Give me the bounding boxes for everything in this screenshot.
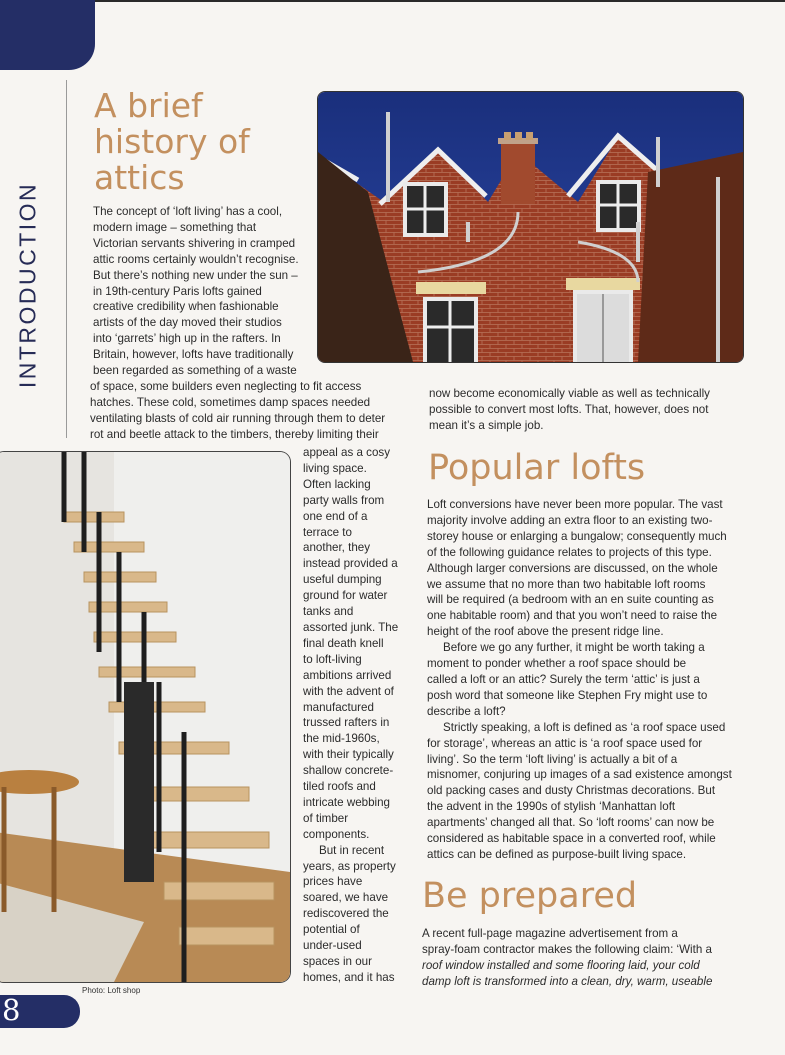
be-prepared-text — [422, 926, 767, 990]
text-line: we assume that no more than two habitable loft rooms — [427, 577, 706, 591]
side-rule — [66, 80, 67, 438]
text-line: But there’s nothing new under the sun – — [93, 268, 298, 282]
text-line: now become economically viable as well as technically — [429, 387, 710, 400]
text-line: for storage’, whereas an attic is ‘a roof space used for — [427, 736, 703, 750]
text-line: trussed rafters in — [303, 716, 390, 730]
text-line: rediscovered the — [303, 907, 389, 921]
text-line: spaces in our — [303, 955, 372, 968]
text-line: manufactured — [303, 700, 374, 714]
text-line: will be required (a bedroom with an en suite counting as — [427, 593, 714, 607]
text-line: of timber — [303, 811, 349, 825]
text-line: moment to ponder whether a roof space should be — [427, 657, 687, 671]
text-line: describe a loft? — [427, 704, 506, 718]
intro-text — [90, 204, 423, 443]
text-line: into ‘garrets’ high up in the rafters. In — [93, 332, 281, 346]
text-line: prices have — [303, 875, 363, 889]
page-number: 8 — [2, 993, 21, 1027]
text-line: hatches. These cold, sometimes damp spaces needed — [90, 395, 371, 409]
text-line: one end of a — [303, 509, 368, 523]
text-line: apartments’ changed all that. So ‘loft rooms’ can now be — [427, 816, 715, 830]
top-rule — [95, 0, 785, 2]
text-line: considered as habitable space in a converted roof, while — [427, 832, 716, 846]
text-line: majority involve adding an extra floor to an existing two- — [427, 513, 713, 527]
text-line: homes, and it has — [303, 970, 395, 984]
text-line: modern image – something that — [93, 220, 257, 234]
text-line: tiled roofs and — [303, 780, 376, 794]
text-line: of the following guidance relates to projects of this type. — [427, 545, 712, 559]
text-line: to loft-living — [303, 652, 362, 666]
text-line: attic rooms certainly wouldn’t recognise. — [93, 252, 299, 266]
text-line: with their typically — [303, 748, 394, 762]
text-line: potential of — [303, 923, 360, 937]
text-line: roof window installed and some flooring laid, your cold — [422, 958, 700, 972]
text-line: damp loft is transformed into a clean, dry, warm, useable — [422, 974, 713, 988]
text-line: artists of the day moved their studios — [93, 316, 282, 330]
text-line: terrace to — [303, 525, 352, 539]
text-line: spray-foam contractor makes the following claim: ‘With a — [422, 942, 712, 956]
text-line: final death knell — [303, 636, 384, 650]
text-line: height of the roof above the present ridge line. — [427, 625, 664, 639]
text-line: Strictly speaking, a loft is defined as ‘a roof space used — [443, 720, 726, 734]
text-line: soared, we have — [303, 891, 389, 905]
text-line: shallow concrete- — [303, 764, 394, 778]
text-line: in 19th-century Paris lofts gained — [93, 284, 262, 298]
text-line: attics can be defined as purpose-built living space. — [427, 847, 687, 861]
text-line: with the advent of — [303, 684, 394, 698]
text-line: creative credibility when fashionable — [93, 300, 279, 314]
text-line: rot and beetle attack to the timbers, thereby limiting their — [90, 427, 379, 441]
text-line: been regarded as something of a waste — [93, 364, 297, 378]
text-line: useful dumping — [303, 573, 382, 587]
text-line: living’. So the term ‘loft living’ is actually a bit of a — [427, 752, 678, 766]
text-line: tanks and — [303, 605, 354, 619]
text-line: misnomer, conjuring up images of a sad existence amongst — [427, 768, 732, 782]
text-line: Britain, however, lofts have traditionally — [93, 348, 294, 362]
corner-tab — [0, 0, 95, 70]
text-line: storey house or enlarging a bungalow; consequently much — [427, 529, 727, 543]
intro-continued — [429, 386, 749, 434]
intro-text-narrow — [303, 445, 415, 986]
text-line: the advent in the 1990s of stylish ‘Manhattan loft — [427, 800, 676, 814]
heading-popular-lofts: Popular lofts — [428, 448, 646, 488]
text-line: party walls from — [303, 493, 385, 507]
text-line: Victorian servants shivering in cramped — [93, 236, 296, 250]
text-line: ambitions arrived — [303, 668, 392, 682]
text-line: called a loft or an attic? Surely the term ‘attic’ is just a — [427, 672, 700, 686]
text-line: instead provided a — [303, 557, 398, 571]
text-line: components. — [303, 827, 370, 841]
photo-credit: Photo: Loft shop — [82, 986, 141, 995]
text-line: one habitable room) and that you won’t need to raise the — [427, 609, 718, 623]
text-line: under-used — [303, 939, 362, 953]
text-line: Often lacking — [303, 477, 371, 491]
text-line: old packing cases and dusty Christmas decorations. But — [427, 784, 716, 798]
text-line: ground for water — [303, 589, 388, 603]
text-line: Loft conversions have never been more popular. The vast — [427, 498, 723, 511]
text-line: The concept of ‘loft living’ has a cool, — [93, 205, 283, 218]
text-line: appeal as a cosy — [303, 446, 391, 459]
text-line: possible to convert most lofts. That, however, does not — [429, 402, 709, 416]
text-line: of space, some builders even neglecting to fit access — [90, 379, 362, 393]
heading-be-prepared: Be prepared — [422, 876, 638, 916]
text-line: A recent full-page magazine advertisement from a — [422, 927, 678, 940]
article-title: A brief history of attics — [94, 86, 250, 197]
text-line: years, as property — [303, 859, 396, 873]
text-line: the mid-1960s, — [303, 732, 380, 746]
text-line: assorted junk. The — [303, 620, 399, 634]
text-line: another, they — [303, 541, 371, 555]
text-line: Before we go any further, it might be worth taking a — [443, 641, 705, 655]
text-line: intricate webbing — [303, 795, 391, 809]
text-line: ventilating blasts of cold air running through them to deter — [90, 411, 386, 425]
popular-lofts-text — [427, 497, 767, 863]
staircase-photo — [0, 452, 290, 982]
text-line: Although larger conversions are discussed, on the whole — [427, 561, 718, 575]
text-line: mean it’s a simple job. — [429, 418, 544, 432]
text-line: living space. — [303, 461, 367, 475]
text-line: posh word that someone like Stephen Fry might use to — [427, 688, 708, 702]
text-line: But in recent — [319, 843, 385, 857]
